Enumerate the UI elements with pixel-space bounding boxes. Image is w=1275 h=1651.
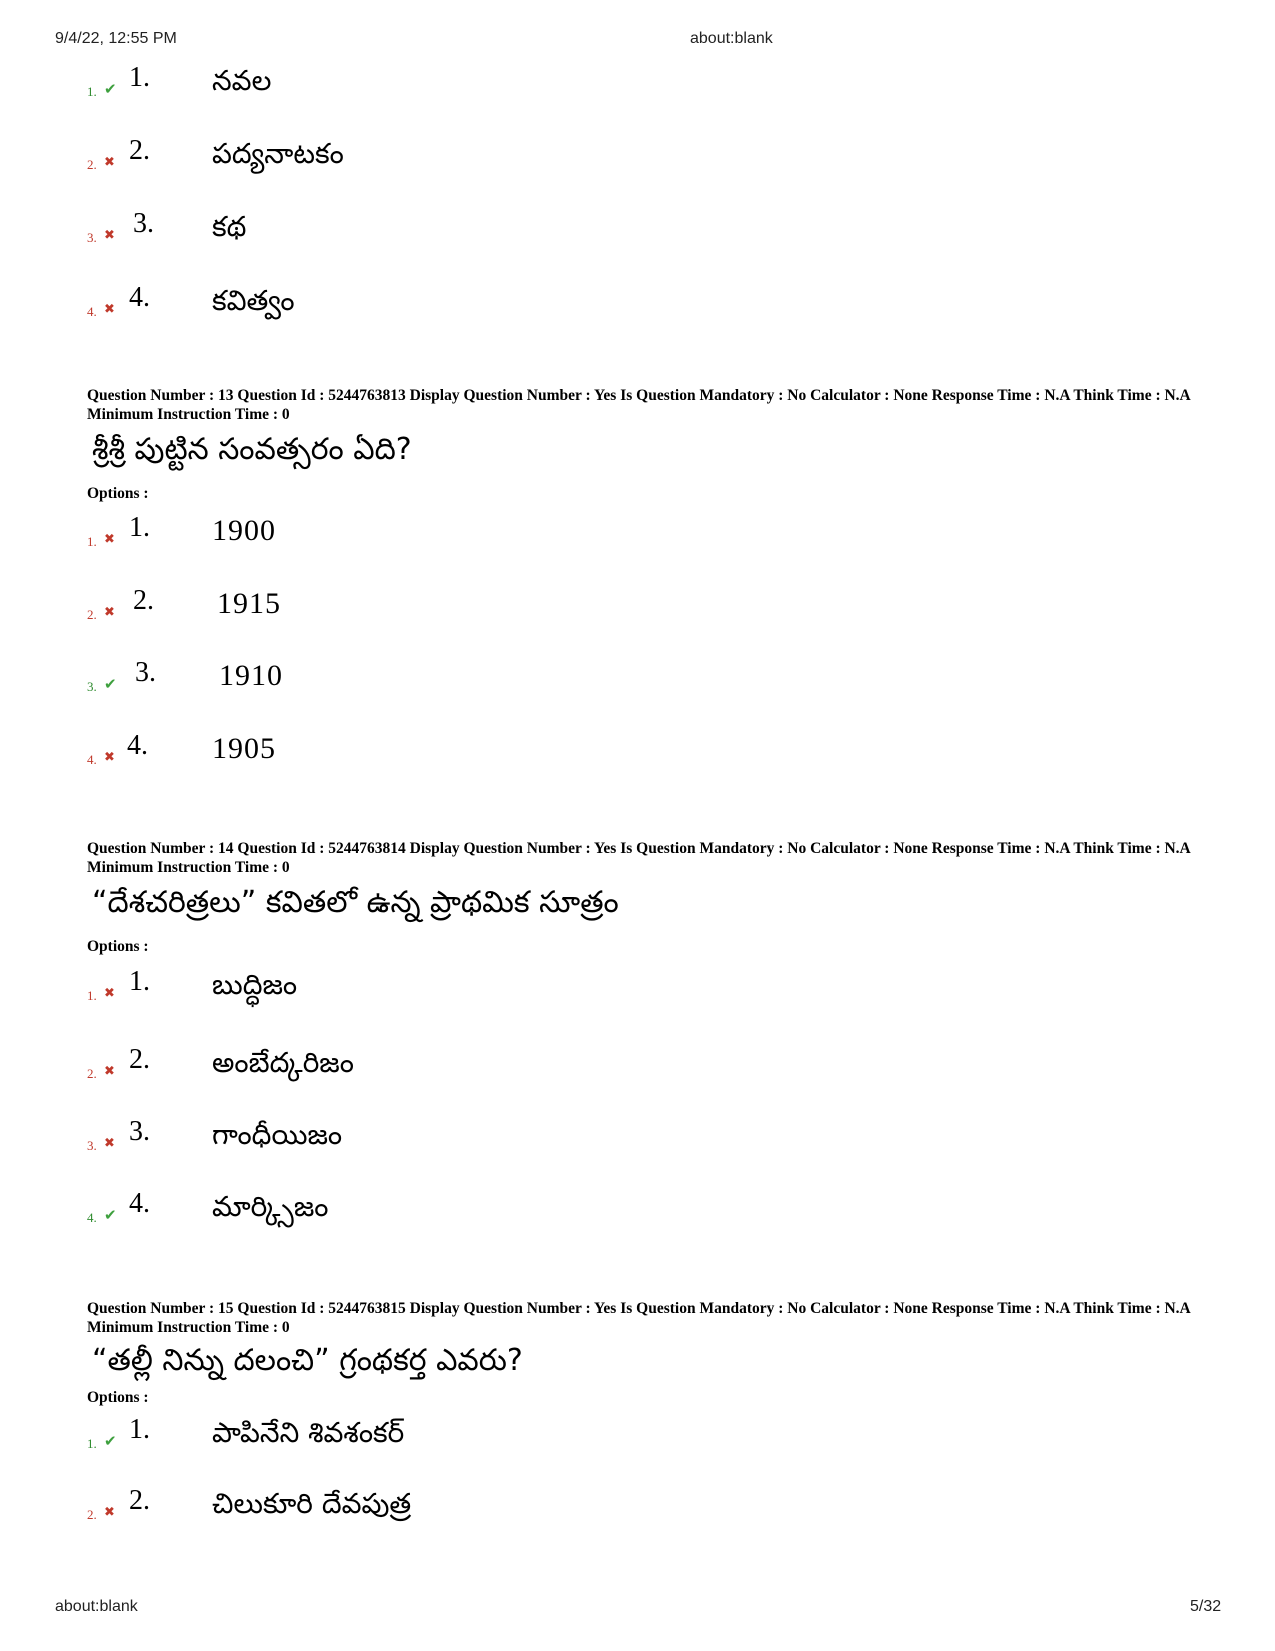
option-number: 2. bbox=[133, 585, 154, 616]
option-number: 2. bbox=[129, 1044, 150, 1075]
option-text: 1900 bbox=[212, 514, 276, 547]
wrong-cross-icon: ✖ bbox=[104, 228, 115, 243]
correct-check-icon: ✔ bbox=[104, 1432, 117, 1450]
option-row bbox=[87, 208, 687, 278]
option-row bbox=[87, 1116, 687, 1186]
option-text: బుద్ధిజం bbox=[212, 968, 298, 1001]
correct-check-icon: ✔ bbox=[104, 675, 117, 693]
option-number: 3. bbox=[129, 1116, 150, 1147]
option-row bbox=[87, 1414, 687, 1484]
option-number: 1. bbox=[129, 512, 150, 543]
wrong-cross-icon: ✖ bbox=[104, 605, 115, 620]
correct-check-icon: ✔ bbox=[104, 80, 117, 98]
option-row bbox=[87, 135, 687, 205]
footer-page-number: 5/32 bbox=[1190, 1598, 1222, 1615]
option-row bbox=[87, 62, 687, 132]
question-meta: Question Number : 14 Question Id : 5244763814 Display Question Number : Yes Is Question Mandatory : No Calculator : None Response Time : N.A Think Time : N.A Minimum Instruction Time : 0 bbox=[87, 840, 1190, 876]
wrong-cross-icon: ✖ bbox=[104, 532, 115, 547]
option-row bbox=[87, 1044, 687, 1114]
option-row bbox=[87, 1485, 687, 1555]
option-marker: 1. bbox=[87, 988, 97, 1003]
option-text: 1905 bbox=[212, 732, 276, 765]
option-row bbox=[87, 512, 687, 582]
option-text: పద్యనాటకం bbox=[212, 137, 344, 170]
question-text: “తల్లీ నిన్ను దలంచి” గ్రంథకర్త ఎవరు? bbox=[92, 1343, 523, 1378]
option-row bbox=[87, 657, 687, 727]
option-marker: 2. bbox=[87, 1507, 97, 1522]
footer-url: about:blank bbox=[55, 1598, 138, 1615]
option-number: 3. bbox=[135, 657, 156, 688]
option-number: 2. bbox=[129, 1485, 150, 1516]
option-marker: 4. bbox=[87, 752, 97, 767]
question-text: “దేశచరిత్రలు” కవితలో ఉన్న ప్రాథమిక సూత్రం bbox=[92, 885, 619, 920]
option-text: గాంధీయిజం bbox=[212, 1118, 343, 1151]
question-meta: Question Number : 13 Question Id : 5244763813 Display Question Number : Yes Is Question Mandatory : No Calculator : None Response Time : N.A Think Time : N.A Minimum Instruction Time : 0 bbox=[87, 387, 1190, 423]
option-row bbox=[87, 730, 687, 800]
option-marker: 4. bbox=[87, 304, 97, 319]
option-marker: 1. bbox=[87, 1436, 97, 1451]
option-marker: 2. bbox=[87, 1066, 97, 1081]
option-text: కవిత్వం bbox=[212, 284, 295, 317]
print-datetime: 9/4/22, 12:55 PM bbox=[55, 30, 177, 47]
option-marker: 3. bbox=[87, 1138, 97, 1153]
question-text: శ్రీశ్రీ పుట్టిన సంవత్సరం ఏది? bbox=[92, 432, 412, 467]
option-number: 1. bbox=[129, 1414, 150, 1445]
options-label: Options : bbox=[87, 485, 149, 502]
option-row bbox=[87, 282, 687, 352]
option-marker: 1. bbox=[87, 84, 97, 99]
wrong-cross-icon: ✖ bbox=[104, 1505, 115, 1520]
question-meta: Question Number : 15 Question Id : 5244763815 Display Question Number : Yes Is Question Mandatory : No Calculator : None Response Time : N.A Think Time : N.A Minimum Instruction Time : 0 bbox=[87, 1300, 1190, 1336]
option-text: అంబేద్కరిజం bbox=[212, 1046, 354, 1079]
option-number: 4. bbox=[127, 730, 148, 761]
option-marker: 3. bbox=[87, 230, 97, 245]
option-marker: 1. bbox=[87, 534, 97, 549]
option-text: కథ bbox=[212, 210, 247, 243]
option-number: 2. bbox=[129, 135, 150, 166]
option-row bbox=[87, 1188, 687, 1258]
correct-check-icon: ✔ bbox=[104, 1206, 117, 1224]
wrong-cross-icon: ✖ bbox=[104, 155, 115, 170]
option-marker: 3. bbox=[87, 679, 97, 694]
option-text: నవల bbox=[212, 64, 272, 97]
option-number: 1. bbox=[129, 966, 150, 997]
option-marker: 2. bbox=[87, 157, 97, 172]
wrong-cross-icon: ✖ bbox=[104, 986, 115, 1001]
option-number: 4. bbox=[129, 1188, 150, 1219]
option-number: 4. bbox=[129, 282, 150, 313]
option-text: చిలుకూరి దేవపుత్ర bbox=[212, 1487, 412, 1520]
wrong-cross-icon: ✖ bbox=[104, 1064, 115, 1079]
option-row bbox=[87, 966, 687, 1036]
print-title: about:blank bbox=[690, 30, 773, 47]
option-number: 3. bbox=[133, 208, 154, 239]
option-number: 1. bbox=[129, 62, 150, 93]
option-text: 1915 bbox=[217, 587, 281, 620]
option-marker: 2. bbox=[87, 607, 97, 622]
option-marker: 4. bbox=[87, 1210, 97, 1225]
options-label: Options : bbox=[87, 1389, 149, 1406]
option-text: 1910 bbox=[219, 659, 283, 692]
options-label: Options : bbox=[87, 938, 149, 955]
wrong-cross-icon: ✖ bbox=[104, 302, 115, 317]
wrong-cross-icon: ✖ bbox=[104, 1136, 115, 1151]
option-row bbox=[87, 585, 687, 655]
wrong-cross-icon: ✖ bbox=[104, 750, 115, 765]
option-text: మార్క్సిజం bbox=[212, 1190, 329, 1223]
option-text: పాపినేని శివశంకర్ bbox=[212, 1416, 405, 1449]
